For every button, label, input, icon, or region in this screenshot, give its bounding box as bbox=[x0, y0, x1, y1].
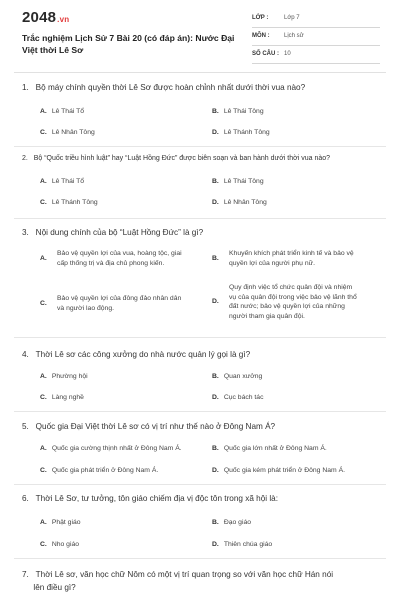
meta-class-value: Lớp 7 bbox=[284, 15, 300, 21]
page-title: Trắc nghiệm Lịch Sử 7 Bài 20 (có đáp án): Nước Đại Việt thời Lê Sơ bbox=[22, 33, 235, 55]
option-b[interactable]: B. Đạo giáo bbox=[212, 519, 252, 526]
option-c[interactable]: C. Nho giáo bbox=[40, 541, 80, 548]
option-b[interactable]: B. Quốc gia lớn nhất ở Đông Nam Á. bbox=[212, 445, 327, 452]
question-text: 3. Nội dung chính của bộ “Luật Hồng Đức” là gì? bbox=[22, 228, 204, 237]
option-d[interactable]: D. Quy định việc tổ chức quân đội và nhiệm vụ của quân đội trong việc bảo vệ lãnh thổ đất nước; bảo vệ quyền lợi của những người tham gia quân đội. bbox=[212, 284, 357, 320]
option-b[interactable]: B. Khuyến khích phát triển kinh tế và bảo vệ quyền lợi của người phụ nữ. bbox=[212, 250, 354, 267]
option-c[interactable]: C. Bảo vệ quyền lợi của đông đảo nhân dân và người lao động. bbox=[40, 295, 182, 312]
meta-count-label: SỐ CÂU : bbox=[252, 51, 279, 57]
question-text: 5. Quốc gia Đại Việt thời Lê sơ có vị trí như thế nào ở Đông Nam Á? bbox=[22, 422, 276, 431]
option-a[interactable]: A. Lê Thái Tổ bbox=[40, 108, 85, 115]
option-d[interactable]: D. Cục bách tác bbox=[212, 394, 264, 401]
question-text: 6. Thời Lê Sơ, tư tưởng, tôn giáo chiếm địa vị độc tôn trong xã hội là: bbox=[22, 494, 279, 503]
question-text: 1. Bộ máy chính quyền thời Lê Sơ được hoàn chỉnh nhất dưới thời vua nào? bbox=[22, 83, 306, 92]
question-text: 7. Thời Lê sơ, văn học chữ Nôm có một vị trí quan trọng so với văn học chữ Hán nói lên điều gì? bbox=[22, 570, 334, 592]
meta-count-value: 10 bbox=[284, 51, 291, 57]
question-divider bbox=[14, 218, 386, 219]
meta-count-row bbox=[252, 48, 380, 64]
meta-subject-row bbox=[252, 30, 380, 46]
option-c[interactable]: C. Lê Nhân Tông bbox=[40, 129, 95, 136]
question-divider bbox=[14, 337, 386, 338]
question-text: 4. Thời Lê sơ các công xưởng do nhà nước quản lý gọi là gì? bbox=[22, 350, 251, 359]
question-text: 2. Bộ “Quốc triều hình luật” hay “Luật Hồng Đức” được biên soạn và ban hành dưới thời vua nào? bbox=[22, 155, 331, 162]
question-divider bbox=[14, 558, 386, 559]
question-divider bbox=[14, 411, 386, 412]
option-c[interactable]: C. Quốc gia phát triển ở Đông Nam Á. bbox=[40, 467, 159, 474]
option-c[interactable]: C. Làng nghề bbox=[40, 394, 84, 401]
option-a[interactable]: A. Bảo vệ quyền lợi của vua, hoàng tộc, giai cấp thống trị và địa chủ phong kiến. bbox=[40, 250, 182, 267]
header bbox=[0, 0, 400, 70]
option-a[interactable]: A. Quốc gia cường thịnh nhất ở Đông Nam Á. bbox=[40, 445, 182, 452]
meta-subject-value: Lịch sử bbox=[284, 33, 304, 39]
option-d[interactable]: D. Lê Nhân Tông bbox=[212, 199, 267, 206]
header-divider bbox=[14, 72, 386, 73]
quiz-meta bbox=[252, 12, 380, 66]
option-a[interactable]: A. Phật giáo bbox=[40, 519, 81, 526]
question-divider bbox=[14, 146, 386, 147]
option-b[interactable]: B. Lê Thái Tông bbox=[212, 108, 264, 115]
question-divider bbox=[14, 484, 386, 485]
option-c[interactable]: C. Lê Thánh Tông bbox=[40, 199, 98, 206]
meta-class-label: LỚP : bbox=[252, 15, 269, 21]
option-a[interactable]: A. Lê Thái Tổ bbox=[40, 178, 85, 185]
option-b[interactable]: B. Quan xưởng bbox=[212, 373, 263, 380]
site-logo[interactable]: 2048.vn bbox=[22, 9, 70, 26]
option-d[interactable]: D. Lê Thánh Tông bbox=[212, 129, 270, 136]
option-d[interactable]: D. Quốc gia kém phát triển ở Đông Nam Á. bbox=[212, 467, 346, 474]
option-d[interactable]: D. Thiên chúa giáo bbox=[212, 541, 273, 548]
meta-class-row bbox=[252, 12, 380, 28]
option-a[interactable]: A. Phường hội bbox=[40, 373, 88, 380]
meta-subject-label: MÔN : bbox=[252, 33, 270, 39]
option-b[interactable]: B. Lê Thái Tông bbox=[212, 178, 264, 185]
